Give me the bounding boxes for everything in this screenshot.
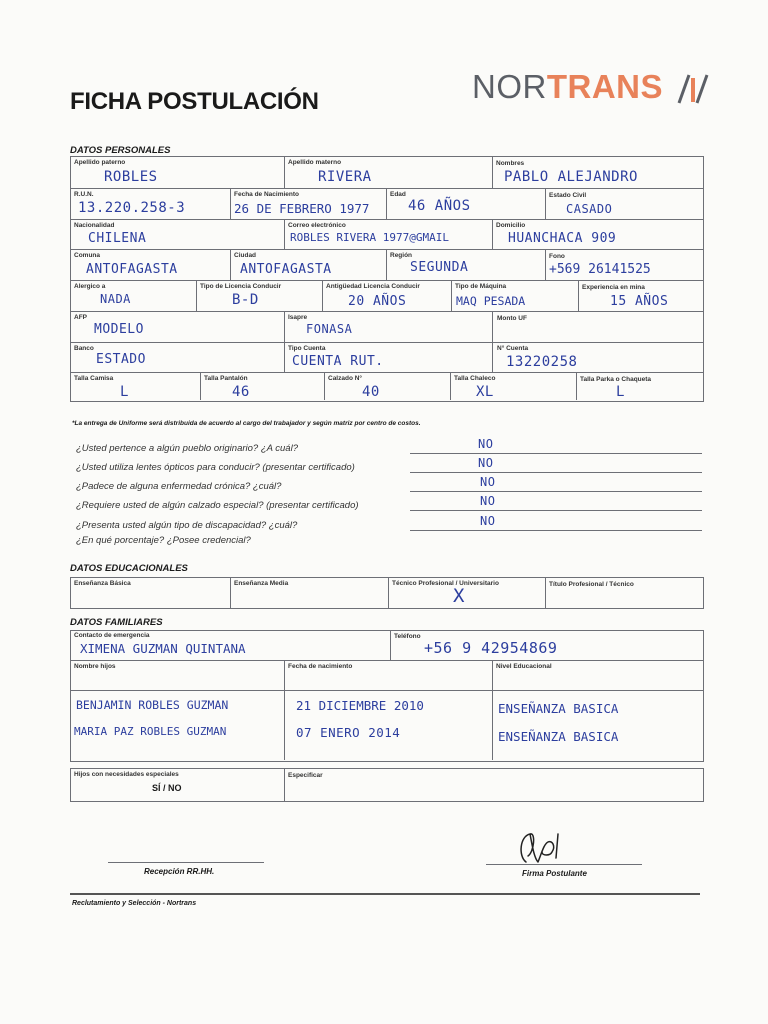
value-n-cuenta: 13220258 [506,354,578,370]
label-n-cuenta: N° Cuenta [497,345,529,352]
logo-slash-icon [675,74,709,104]
answer-lentes: NO [478,456,494,470]
label-talla-chaleco: Talla Chaleco [454,375,496,382]
label-comuna: Comuna [74,252,100,259]
label-fecha-hijos: Fecha de nacimiento [288,663,353,670]
value-afp: MODELO [94,322,144,337]
personal-data-table [70,156,704,402]
question-discapacidad: ¿Presenta usted algún tipo de discapacidad? ¿cuál? [76,520,298,531]
question-lentes: ¿Usted utiliza lentes ópticos para conducir? (presentar certificado) [76,462,355,473]
label-afp: AFP [74,314,87,321]
logo-trans-text: TRANS [546,68,664,105]
child-2-level: ENSEÑANZA BASICA [498,729,619,744]
label-telefono: Teléfono [394,633,421,640]
value-correo: ROBLES RIVERA 1977@GMAIL [290,231,449,244]
label-talla-pantalon: Talla Pantalón [204,375,248,382]
question-pueblo: ¿Usted pertence a algún pueblo originario? ¿A cuál? [76,443,298,454]
label-experiencia: Experiencia en mina [582,284,645,291]
value-telefono: +56 9 42954869 [424,639,558,657]
label-domicilio: Domicilio [496,222,526,229]
label-nombres: Nombres [496,160,525,167]
value-region: SEGUNDA [410,260,469,275]
question-calzado: ¿Requiere usted de algún calzado especial? (presentar certificado) [76,500,359,511]
label-especiales: Hijos con necesidades especiales [74,771,179,778]
label-basica: Enseñanza Básica [74,580,131,587]
label-fecha-nacimiento: Fecha de Nacimiento [234,191,300,198]
value-talla-camisa: L [120,384,129,400]
value-comuna: ANTOFAGASTA [86,262,178,277]
label-apellido-materno: Apellido materno [288,159,342,166]
child-2-dob: 07 ENERO 2014 [296,725,401,740]
answer-calzado: NO [480,494,496,508]
label-nivel: Nivel Educacional [496,663,552,670]
label-edad: Edad [390,191,406,198]
value-isapre: FONASA [306,322,353,336]
label-tipo-cuenta: Tipo Cuenta [288,345,326,352]
label-talla-parka: Talla Parka o Chaqueta [580,376,652,383]
label-antiguedad: Antigüedad Licencia Conducir [326,283,420,290]
label-tecnico: Técnico Profesional / Universitario [392,580,499,587]
label-titulo: Título Profesional / Técnico [549,581,634,588]
recepcion-line [108,862,264,863]
value-talla-pantalon: 46 [232,384,250,400]
recepcion-caption: Recepción RR.HH. [144,867,215,876]
value-alergico: NADA [100,292,131,306]
label-licencia: Tipo de Licencia Conducir [200,283,282,290]
value-rut: 13.220.258-3 [78,200,186,216]
value-licencia: B-D [232,292,259,308]
label-hijos: Nombre hijos [74,663,116,670]
value-estado-civil: CASADO [566,202,613,216]
value-talla-chaleco: XL [476,384,494,400]
value-domicilio: HUANCHACA 909 [508,231,617,246]
label-especificar: Especificar [288,772,323,779]
label-rut: R.U.N. [74,191,94,198]
value-nacionalidad: CHILENA [88,231,147,246]
question-enfermedad: ¿Padece de alguna enfermedad crónica? ¿cuál? [76,481,282,492]
value-maquina: MAQ PESADA [456,294,526,308]
label-banco: Banco [74,345,94,352]
value-fono: +569 26141525 [549,262,651,277]
value-talla-parka: L [616,384,625,400]
logo-nor-text: NOR [472,68,547,105]
value-edad: 46 AÑOS [408,198,471,214]
signature-mark [512,822,572,872]
value-experiencia: 15 AÑOS [610,294,669,309]
value-especiales: SÍ / NO [152,783,182,793]
value-calzado: 40 [362,384,380,400]
label-talla-camisa: Talla Camisa [74,375,114,382]
label-apellido-paterno: Apellido paterno [74,159,126,166]
label-nacionalidad: Nacionalidad [74,222,115,229]
nortrans-logo [472,68,709,106]
value-apellido-materno: RIVERA [318,169,372,185]
label-ciudad: Ciudad [234,252,257,259]
label-maquina: Tipo de Máquina [455,283,507,290]
child-1-dob: 21 DICIEMBRE 2010 [296,698,424,713]
child-1-name: BENJAMIN ROBLES GUZMAN [76,698,229,712]
child-1-level: ENSEÑANZA BASICA [498,701,619,716]
answer-enfermedad: NO [480,475,496,489]
label-isapre: Isapre [288,314,308,321]
footer-text: Reclutamiento y Selección - Nortrans [72,900,197,907]
section-title-family: DATOS FAMILIARES [70,617,163,628]
section-title-education: DATOS EDUCACIONALES [70,563,188,574]
value-contacto: XIMENA GUZMAN QUINTANA [80,641,246,656]
question-porcentaje: ¿En qué porcentaje? ¿Posee credencial? [76,535,251,546]
label-monto-uf: Monto UF [497,315,527,322]
value-ciudad: ANTOFAGASTA [240,262,332,277]
child-2-name: MARIA PAZ ROBLES GUZMAN [74,725,227,738]
footer-rule [70,893,700,895]
answer-pueblo: NO [478,437,494,451]
uniform-note: *La entrega de Uniforme será distribuida de acuerdo al cargo del trabajador y según matriz por centro de costos. [72,420,421,427]
value-tipo-cuenta: CUENTA RUT. [292,354,384,369]
page-title: FICHA POSTULACIÓN [70,88,319,115]
education-mark: X [453,585,465,607]
value-nombres: PABLO ALEJANDRO [504,169,638,185]
label-calzado: Calzado N° [328,375,363,382]
label-fono: Fono [549,253,565,260]
label-media: Enseñanza Media [234,580,289,587]
section-title-personal: DATOS PERSONALES [70,145,171,156]
value-banco: ESTADO [96,352,146,367]
answer-discapacidad: NO [480,514,496,528]
label-region: Región [390,252,413,259]
label-estado-civil: Estado Civil [549,192,587,199]
value-apellido-paterno: ROBLES [104,169,158,185]
label-alergico: Alergico a [74,283,106,290]
label-contacto: Contacto de emergencia [74,632,150,639]
label-correo: Correo electrónico [288,222,346,229]
value-fecha-nacimiento: 26 DE FEBRERO 1977 [234,201,370,216]
firma-caption: Firma Postulante [522,869,587,878]
value-antiguedad: 20 AÑOS [348,294,407,309]
